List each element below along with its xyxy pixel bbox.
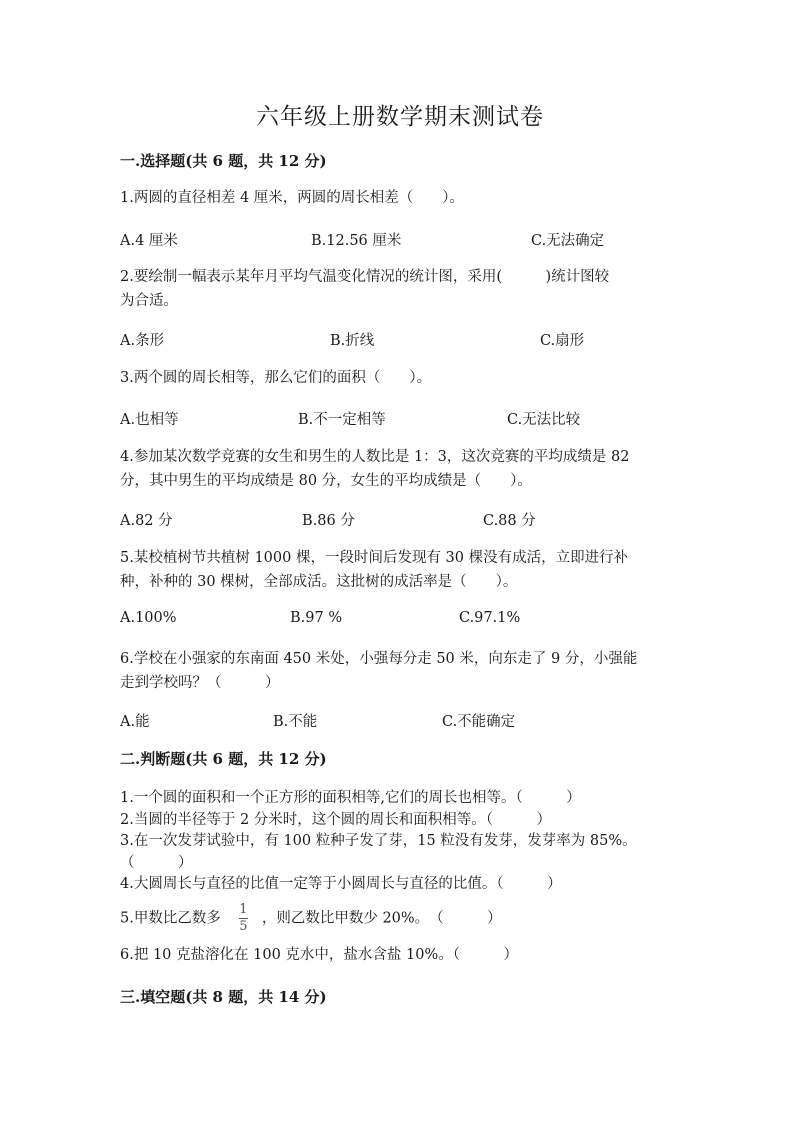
- question-4-option-c: C.88 分: [483, 513, 536, 529]
- question-1-option-a: A.4 厘米: [120, 233, 178, 249]
- question-4-option-a: A.82 分: [120, 513, 173, 529]
- page-title: 六年级上册数学期末测试卷: [256, 104, 544, 130]
- question-3-option-c: C.无法比较: [507, 412, 581, 428]
- judgement-item-4: 4.大圆周长与直径的比值一定等于小圆周长与直径的比值。（ ）: [120, 876, 562, 892]
- judgement-item-5-prefix: 5.甲数比乙数多: [120, 910, 221, 927]
- question-2-option-c: C.扇形: [540, 333, 585, 349]
- question-6-option-b: B.不能: [273, 714, 318, 730]
- question-5-text-line2: 种，补种的 30 棵树，全部成活。这批树的成活率是（ ）。: [120, 574, 518, 590]
- judgement-item-5: [120, 903, 502, 934]
- question-3-option-b: B.不一定相等: [298, 412, 386, 428]
- judgement-item-6: 6.把 10 克盐溶化在 100 克水中，盐水含盐 10%。（ ）: [120, 947, 518, 963]
- question-6-text-line2: 走到学校吗？（ ）: [120, 675, 280, 691]
- fraction-denominator: 5: [239, 919, 248, 934]
- question-2-text-line1: 2.要绘制一幅表示某年月平均气温变化情况的统计图，采用( )统计图较: [120, 269, 610, 285]
- question-4-option-b: B.86 分: [302, 513, 355, 529]
- fraction-numerator: 1: [239, 902, 248, 917]
- judgement-item-2: 2.当圆的半径等于 2 分米时，这个圆的周长和面积相等。（ ）: [120, 812, 552, 828]
- fraction-one-fifth: [239, 903, 248, 934]
- judgement-item-3-brackets: （ ）: [120, 855, 193, 871]
- question-1-option-c: C.无法确定: [531, 233, 605, 249]
- question-5-option-a: A.100%: [120, 610, 177, 626]
- question-2-option-a: A.条形: [120, 333, 165, 349]
- judgement-item-3: 3.在一次发芽试验中，有 100 粒种子发了芽，15 粒没有发芽，发芽率为 85%。: [120, 833, 637, 849]
- question-2-text-line2: 为合适。: [120, 293, 178, 309]
- question-3-text: 3.两个圆的周长相等，那么它们的面积（ ）。: [120, 370, 432, 386]
- question-5-option-b: B.97 %: [290, 610, 343, 626]
- question-1-text: 1.两圆的直径相差 4 厘米，两圆的周长相差（ ）。: [120, 190, 465, 206]
- judgement-item-1: 1.一个圆的面积和一个正方形的面积相等,它们的周长也相等。（ ）: [120, 790, 581, 806]
- judgement-item-5-suffix: ，则乙数比甲数少 20%。 （ ）: [261, 910, 502, 927]
- question-5-text-line1: 5.某校植树节共植树 1000 棵，一段时间后发现有 30 棵没有成活，立即进行补: [120, 550, 629, 566]
- question-6-text-line1: 6.学校在小强家的东南面 450 米处，小强每分走 50 米，向东走了 9 分，小强能: [120, 651, 638, 667]
- section-heading-fill-blank: 三.填空题(共 8 题，共 14 分): [120, 988, 327, 1006]
- section-heading-judgement: 二.判断题(共 6 题，共 12 分): [120, 750, 327, 768]
- question-4-text-line2: 分，其中男生的平均成绩是 80 分，女生的平均成绩是（ ）。: [120, 473, 532, 489]
- question-3-option-a: A.也相等: [120, 412, 179, 428]
- question-6-option-a: A.能: [120, 714, 150, 730]
- question-1-option-b: B.12.56 厘米: [311, 233, 402, 249]
- question-5-option-c: C.97.1%: [459, 610, 521, 626]
- question-2-option-b: B.折线: [330, 333, 375, 349]
- question-4-text-line1: 4.参加某次数学竞赛的女生和男生的人数比是 1：3，这次竞赛的平均成绩是 82: [120, 449, 630, 465]
- section-heading-choice: 一.选择题(共 6 题，共 12 分): [120, 152, 327, 170]
- question-6-option-c: C.不能确定: [442, 714, 516, 730]
